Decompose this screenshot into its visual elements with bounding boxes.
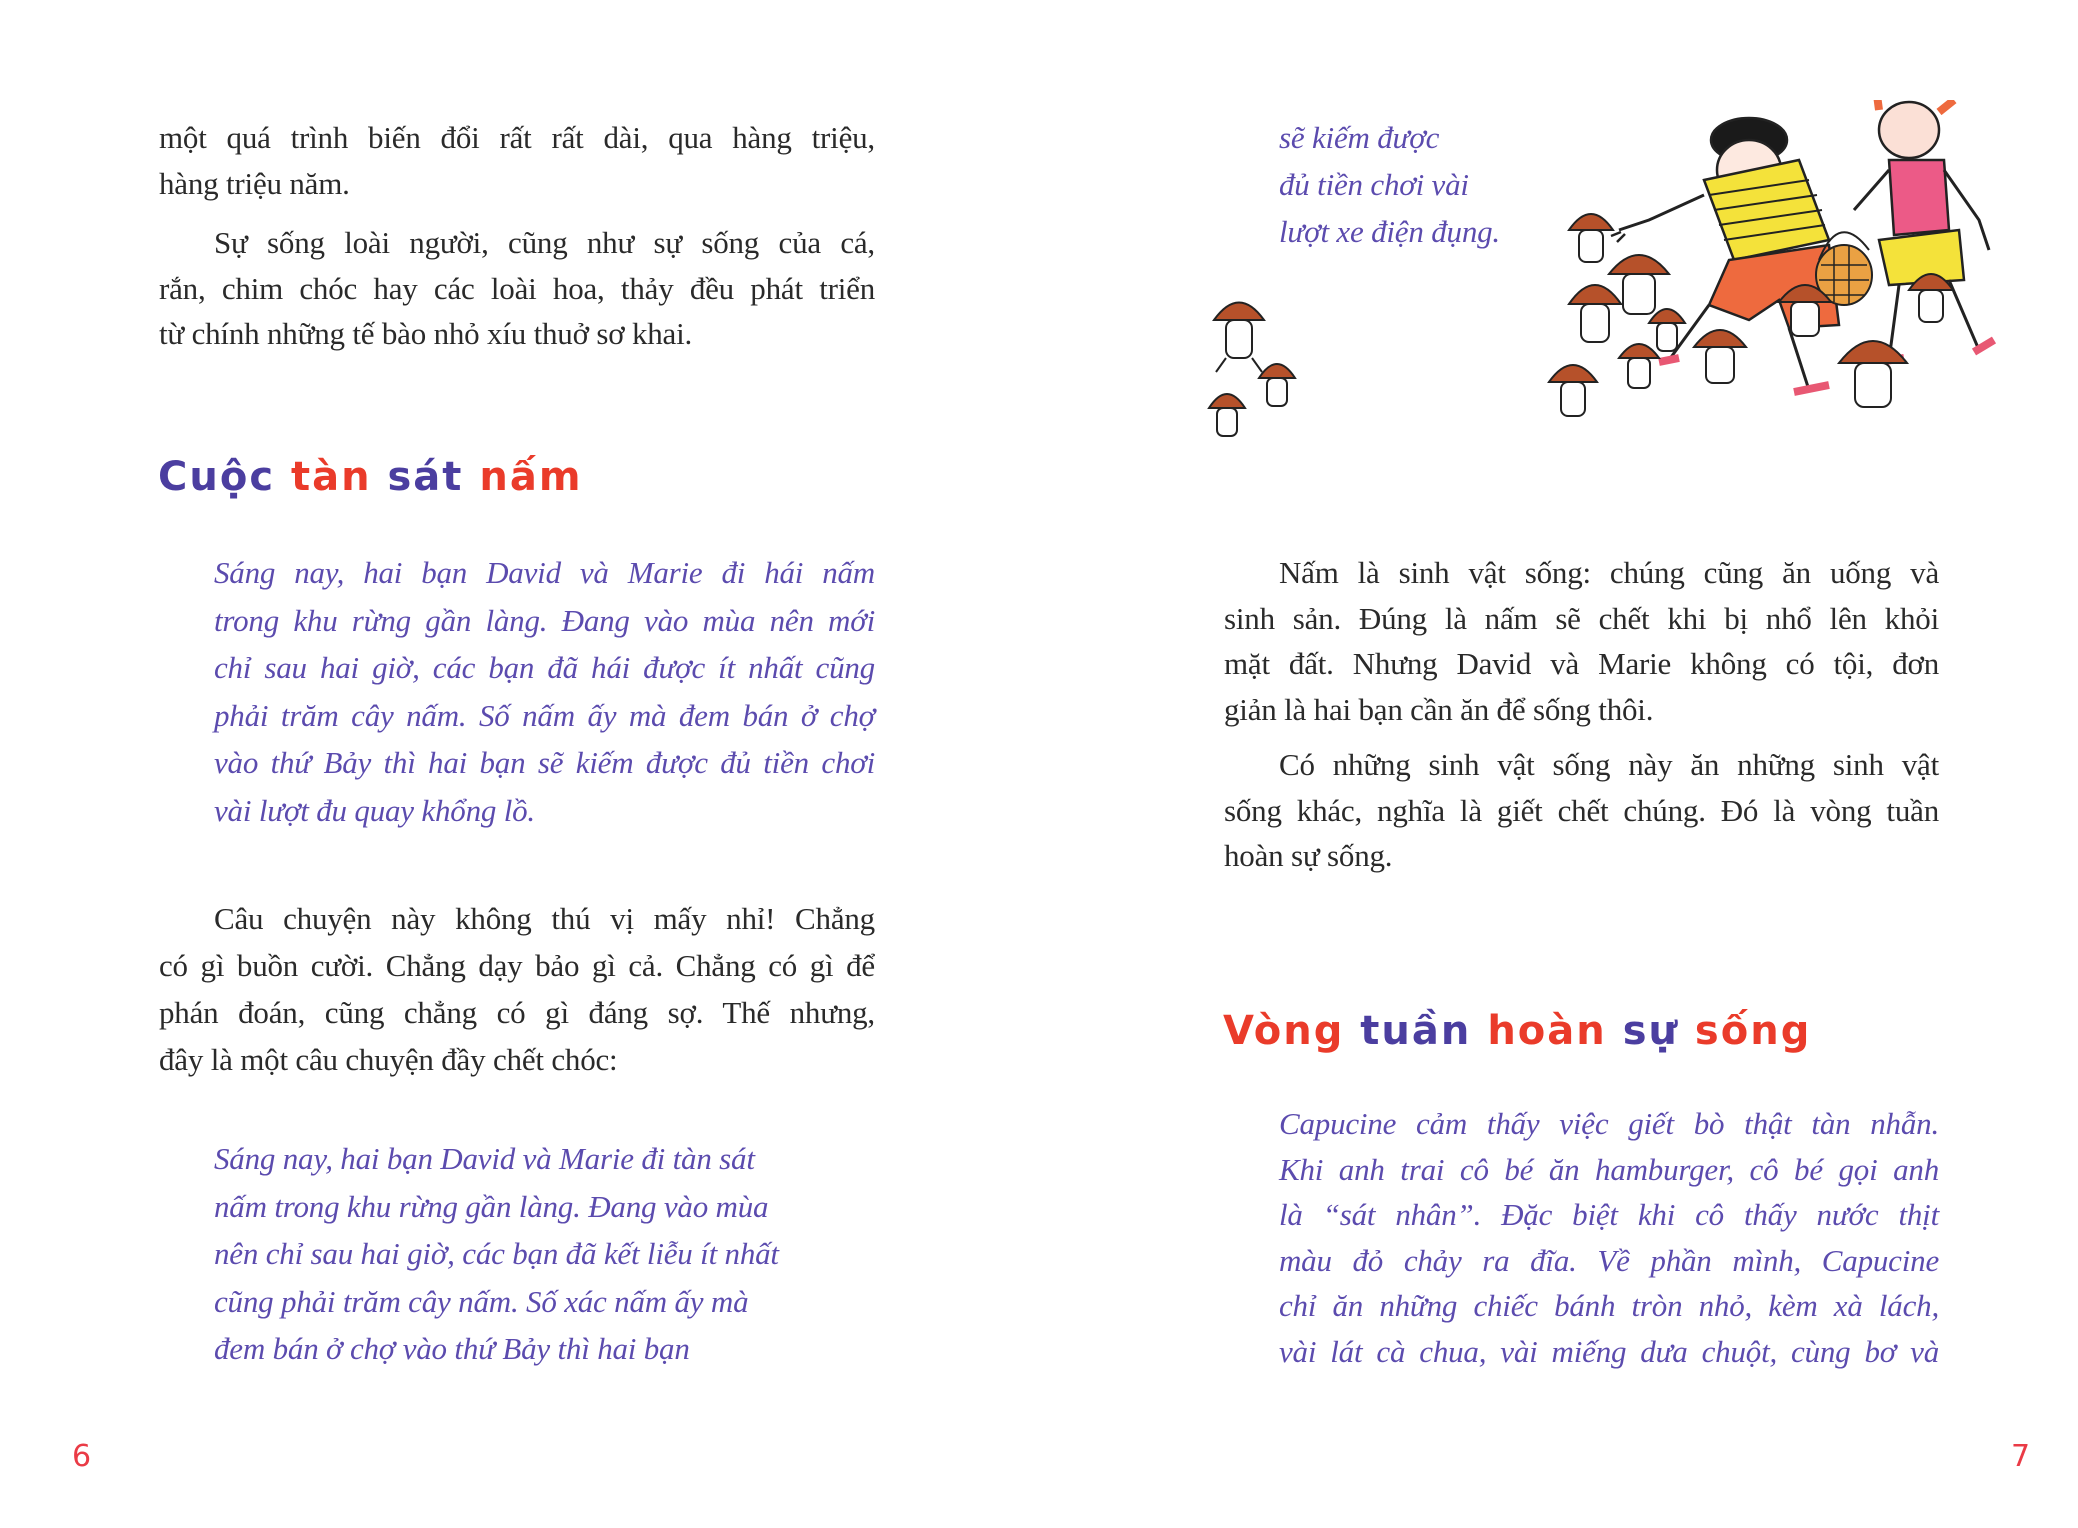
- heading-word: tuần: [1360, 1008, 1472, 1054]
- text-line: Capucine cảm thấy việc giết bò thật tàn nhẫn.: [1279, 1106, 1939, 1141]
- heading-word: sự: [1622, 1008, 1679, 1054]
- text-line: sống khác, nghĩa là giết chết chúng. Đó là vòng tuần: [1224, 792, 1939, 828]
- text-line: từ chính những tế bào nhỏ xíu thuở sơ khai.: [159, 316, 693, 351]
- text-line: đây là một câu chuyện đầy chết chóc:: [159, 1042, 618, 1077]
- text-line: một quá trình biến đổi rất rất dài, qua hàng triệu,: [159, 120, 875, 155]
- text-line: phải trăm cây nấm. Số nấm ấy mà đem bán ở chợ: [214, 697, 875, 733]
- text-line: nên chỉ sau hai giờ, các bạn đã kết liễu ít nhất: [214, 1236, 779, 1271]
- text-line: mặt đất. Nhưng David và Marie không có tội, đơn: [1224, 646, 1939, 681]
- paragraph-human-life: [159, 220, 875, 357]
- heading-word: Cuộc: [158, 454, 276, 500]
- text-line: sẽ kiếm được: [1279, 120, 1440, 155]
- story-quote-capucine: [1279, 1101, 1939, 1374]
- mushroom-chase-illustration: [1189, 100, 2029, 480]
- text-line: hàng triệu năm.: [159, 165, 350, 201]
- text-line: vài lát cà chua, vài miếng dưa chuột, cùng bơ và: [1279, 1333, 1939, 1369]
- text-line: chỉ sau hai giờ, các bạn đã hái được ít nhất cũng: [214, 650, 875, 685]
- text-line: nấm trong khu rừng gần làng. Đang vào mùa: [214, 1188, 769, 1224]
- heading-word: tàn: [290, 454, 372, 500]
- heading-word: Vòng: [1223, 1008, 1345, 1054]
- paragraph-life-cycle: [1224, 742, 1939, 879]
- text-line: có gì buồn cười. Chẳng dạy bảo gì cả. Chẳng có gì để: [159, 948, 875, 983]
- text-line: hoàn sự sống.: [1224, 838, 1393, 873]
- right-page: [1039, 0, 2078, 1528]
- text-line: màu đỏ chảy ra đĩa. Về phần mình, Capucine: [1279, 1242, 1939, 1278]
- text-line: vào thứ Bảy thì hai bạn sẽ kiếm được đủ tiền chơi: [214, 745, 875, 780]
- heading-word: nấm: [479, 454, 583, 500]
- text-line: rắn, chim chóc hay các loài hoa, thảy đều phát triển: [159, 270, 875, 306]
- text-line: Sự sống loài người, cũng như sự sống của cá,: [214, 225, 875, 260]
- text-line: trong khu rừng gần làng. Đang vào mùa nên mới: [214, 602, 875, 638]
- text-line: Câu chuyện này không thú vị mấy nhỉ! Chẳng: [214, 901, 875, 936]
- heading-word: sát: [387, 454, 464, 500]
- paragraph-mushrooms-living: [1224, 550, 1939, 732]
- section-heading-mushroom-massacre: [158, 452, 583, 502]
- section-heading-life-cycle: [1223, 1006, 1811, 1056]
- text-line: chỉ ăn những chiếc bánh tròn nhỏ, kèm xà lách,: [1279, 1288, 1939, 1323]
- heading-word: hoàn: [1487, 1008, 1607, 1054]
- paragraph-not-interesting: [159, 895, 875, 1083]
- paragraph-evolution: [159, 115, 875, 206]
- text-line: vài lượt đu quay khổng lồ.: [214, 792, 535, 828]
- text-line: Nấm là sinh vật sống: chúng cũng ăn uống và: [1279, 555, 1939, 590]
- text-line: lượt xe điện đụng.: [1279, 214, 1500, 249]
- text-line: Khi anh trai cô bé ăn hamburger, cô bé gọi anh: [1279, 1151, 1939, 1187]
- page-number: 7: [2011, 1439, 2031, 1474]
- story-quote-picking: [214, 549, 875, 834]
- text-line: phán đoán, cũng chẳng có gì đáng sợ. Thế nhưng,: [159, 995, 875, 1030]
- text-line: Sáng nay, hai bạn David và Marie đi tàn sát: [214, 1141, 755, 1176]
- story-quote-massacre: [214, 1135, 875, 1373]
- text-line: cũng phải trăm cây nấm. Số xác nấm ấy mà: [214, 1283, 749, 1319]
- heading-word: sống: [1694, 1008, 1812, 1054]
- text-line: là “sát nhân”. Đặc biệt khi cô thấy nước thịt: [1279, 1197, 1939, 1232]
- text-line: sinh sản. Đúng là nấm sẽ chết khi bị nhổ lên khỏi: [1224, 600, 1939, 636]
- text-line: Sáng nay, hai bạn David và Marie đi hái nấm: [214, 555, 875, 590]
- text-line: Có những sinh vật sống này ăn những sinh vật: [1279, 747, 1939, 782]
- text-line: giản là hai bạn cần ăn để sống thôi.: [1224, 691, 1654, 727]
- text-line: đủ tiền chơi vài: [1279, 167, 1469, 202]
- text-line: đem bán ở chợ vào thứ Bảy thì hai bạn: [214, 1331, 690, 1366]
- page-number: 6: [72, 1439, 92, 1474]
